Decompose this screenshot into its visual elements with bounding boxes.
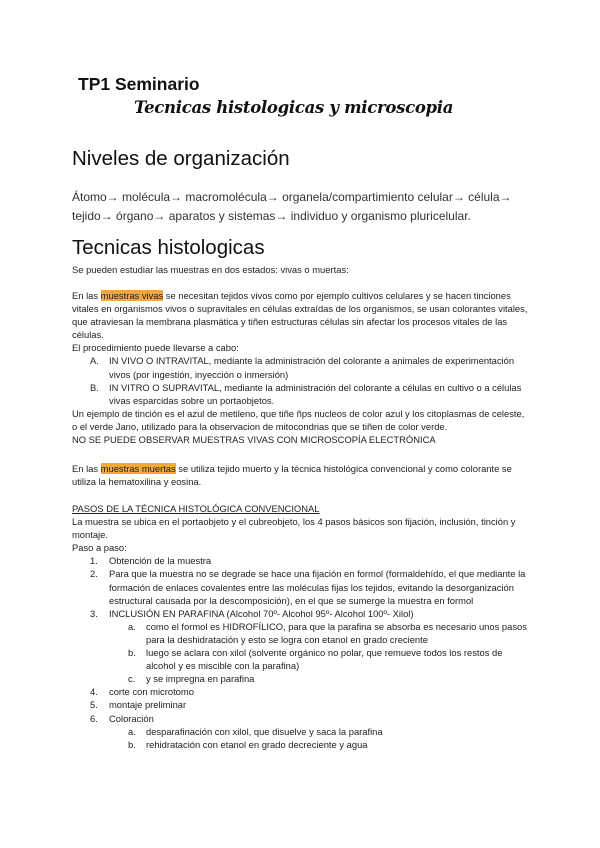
step-marker: 1.	[90, 555, 98, 567]
document-title: TP1 Seminario	[78, 74, 200, 94]
substep-item	[72, 672, 532, 685]
list-item	[72, 354, 532, 380]
list-marker: B.	[90, 381, 99, 393]
step-marker: 5.	[90, 699, 98, 711]
step-text: Coloración	[109, 712, 154, 724]
substep-marker: a.	[128, 725, 136, 737]
substep-text: rehidratación con etanol en grado decreciente y agua	[146, 738, 368, 750]
substep-item	[72, 725, 532, 738]
document-subtitle: Tecnicas histologicas y microscopia	[134, 98, 454, 117]
pasos-heading: PASOS DE LA TÉCNICA HISTOLÓGICA CONVENCIONAL	[72, 503, 320, 514]
step-item	[72, 554, 532, 567]
substeps-list	[109, 620, 532, 685]
paso-a-paso-label: Paso a paso:	[72, 542, 127, 554]
list-item-text: IN VITRO O SUPRAVITAL, mediante la administración del colorante a células en cultivo o a células vivas esparcidas sobre un portaobjetos.	[109, 381, 522, 406]
vivas-prefix: En las	[72, 290, 101, 301]
heading-niveles: Niveles de organización	[72, 147, 290, 170]
step-marker: 6.	[90, 712, 98, 724]
list-marker: A.	[90, 355, 99, 367]
muestras-vivas-section	[72, 289, 532, 446]
step-item	[72, 685, 532, 698]
substep-text: como el formol es HIDROFÍLICO, para que la parafina se absorba es necesario unos pasos para la deshidratación y esto se logra con etanol en grado creciente	[146, 620, 527, 645]
vivas-paragraph	[72, 289, 532, 341]
substep-text: desparafinación con xilol, que disuelve y saca la parafina	[146, 725, 383, 737]
step-item	[72, 567, 532, 606]
niveles-paragraph: Átomo→ molécula→ macromolécula→ organela/compartimiento celular→ célula→ tejido→ órgano→ aparatos y sistemas→ individuo y organismo pluricelular.	[72, 190, 512, 223]
list-item	[72, 381, 532, 407]
warning-text: NO SE PUEDE OBSERVAR MUESTRAS VIVAS CON MICROSCOPÍA ELECTRÓNICA	[72, 434, 436, 446]
intro-paragraph: Se pueden estudiar las muestras en dos estados: vivas o muertas:	[72, 264, 349, 275]
step-text: Para que la muestra no se degrade se hace una fijación en formol (formaldehído, el que mediante la formación de enlaces covalentes entre las moléculas fijas los tejidos, evitando la desorganización estructural causada por la descomposición), en el que se sumerge la muestra en formol	[109, 568, 526, 606]
muertas-paragraph	[72, 462, 532, 488]
substep-item	[72, 738, 532, 751]
tecnicas-intro	[72, 263, 532, 276]
substep-marker: b.	[128, 738, 136, 750]
vivas-text: se necesitan tejidos vivos como por ejemplo cultivos celulares y se hacen tinciones vitales en organismos vivos o supravitales en células extraídas de los organismos, se usan colorantes vitales, que atraviesan la membrana plasmática y tiñen estructuras células sin afectar los procesos vitales de las células.	[72, 290, 528, 341]
substep-text: y se impregna en parafina	[146, 673, 255, 685]
substep-marker: a.	[128, 620, 136, 632]
step-marker: 4.	[90, 686, 98, 698]
steps-list	[72, 554, 532, 750]
pasos-section	[72, 502, 532, 751]
substep-marker: c.	[128, 673, 136, 685]
substep-item	[72, 620, 532, 646]
muertas-prefix: En las	[72, 463, 101, 474]
muertas-text: se utiliza tejido muerto y la técnica histológica convencional y como colorante se utiliza la hematoxilina y eosina.	[72, 463, 512, 488]
muestras-muertas-section	[72, 462, 532, 488]
step-marker: 3.	[90, 607, 98, 619]
substep-marker: b.	[128, 647, 136, 659]
step-text: montaje preliminar	[109, 699, 187, 711]
heading-tecnicas: Tecnicas histologicas	[72, 236, 265, 259]
vivas-highlight: muestras vivas	[100, 290, 164, 301]
muertas-highlight: muestras muertas	[100, 463, 176, 474]
step-text: corte con microtomo	[109, 686, 194, 698]
step-item	[72, 698, 532, 711]
list-item-text: IN VIVO O INTRAVITAL, mediante la administración del colorante a animales de experimentación vivos (por ingestión, inyección o inmersión)	[109, 355, 515, 380]
substep-text: luego se aclara con xilol (solvente orgánico no polar, que remueve todos los restos de alcohol y es miscible con la parafina)	[146, 647, 503, 672]
procedure-intro: El procedimiento puede llevarse a cabo:	[72, 342, 239, 354]
pasos-intro: La muestra se ubica en el portaobjeto y el cubreobjeto, los 4 pasos básicos son fijación, inclusión, tinción y montaje.	[72, 516, 516, 541]
step-marker: 2.	[90, 568, 98, 580]
step-text: INCLUSIÓN EN PARAFINA (Alcohol 70º- Alcohol 95º- Alcohol 100º- Xilol)	[109, 607, 414, 619]
step-text: Obtención de la muestra	[109, 555, 212, 567]
example-paragraph: Un ejemplo de tinción es el azul de metileno, que tiñe ñps nucleos de color azul y los citoplasmas de celeste, o el verde Jano, utilizado para la observacion de mitocondrias que se tiñen de color verde.	[72, 407, 525, 432]
step-item	[72, 712, 532, 751]
procedure-list	[72, 354, 532, 406]
step-item	[72, 607, 532, 686]
substeps-list	[109, 725, 532, 751]
substep-item	[72, 646, 532, 672]
